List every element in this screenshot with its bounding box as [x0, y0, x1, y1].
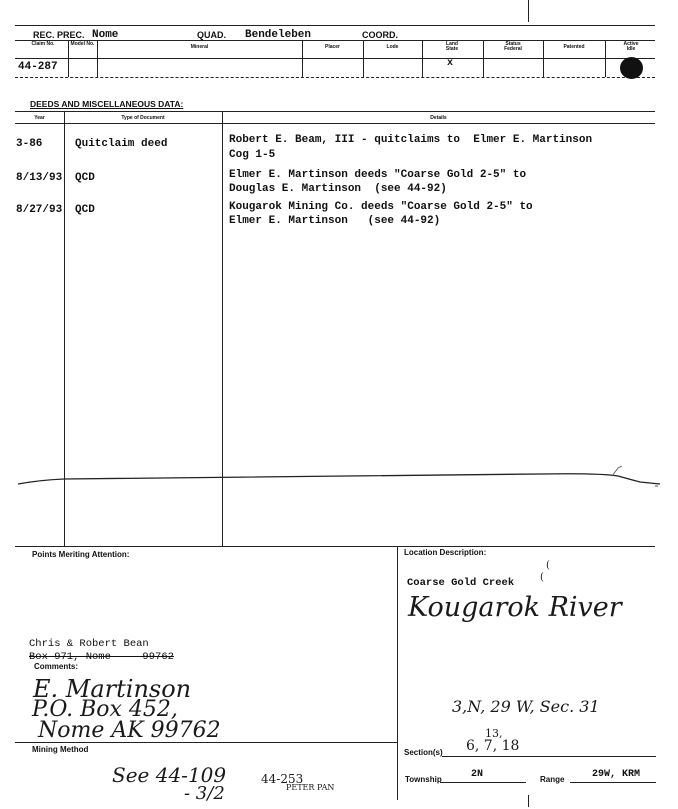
deed-type: QCD — [75, 172, 95, 184]
coord-label: COORD. — [362, 30, 398, 40]
mining-fraction-handwritten: - 3/2 — [184, 783, 225, 804]
deed-details-line: Elmer E. Martinson deeds "Coarse Gold 2-5" to — [229, 169, 527, 181]
range-label: Range — [540, 775, 565, 784]
deed-year: 3-86 — [16, 138, 43, 150]
col-header-claim-no: Claim No. — [31, 41, 55, 47]
col-header-year: Year — [34, 115, 45, 121]
location-label: Location Description: — [404, 548, 487, 557]
header-rule — [15, 25, 655, 26]
comment-handwritten-line: E. Martinson — [33, 675, 192, 703]
range-value: 29W, KRM — [592, 769, 641, 780]
paper-fold-line — [0, 462, 678, 502]
deed-details-line: Robert E. Beam, III - quitclaims to Elmer E. Martinson — [229, 134, 593, 146]
col-header-status-federal: Status Federal — [504, 41, 522, 52]
col-header-placer: Placer — [324, 44, 340, 50]
deed-type: Quitclaim deed — [75, 138, 168, 150]
claim-table-top-rule — [15, 40, 655, 41]
deed-details-line: Douglas E. Martinson (see 44-92) — [229, 183, 447, 195]
mining-method-rule — [15, 742, 397, 743]
township-label: Township — [405, 775, 442, 784]
mining-method-label: Mining Method — [32, 745, 89, 754]
township-underline — [440, 782, 526, 783]
mining-ref-handwritten: 44-253 — [261, 772, 304, 786]
location-place: Coarse Gold Creek — [407, 577, 515, 589]
col-divider — [483, 40, 484, 77]
owner-address-struck: Box 971, Nome 99762 — [29, 651, 174, 663]
sections-extra-handwritten: 13, — [485, 727, 503, 740]
comment-handwritten-line: P.O. Box 452, — [32, 697, 178, 722]
lower-col-divider — [397, 546, 398, 800]
location-coords-handwritten: 3,N, 29 W, Sec. 31 — [452, 697, 600, 716]
stray-mark: ( — [540, 572, 544, 583]
sections-handwritten: 6, 7, 18 — [466, 738, 520, 754]
claim-table-bottom-rule — [15, 77, 655, 78]
mining-see-handwritten: See 44-109 — [112, 763, 227, 787]
deed-details-line: Elmer E. Martinson (see 44-92) — [229, 215, 441, 227]
deeds-section-title: DEEDS AND MISCELLANEOUS DATA: — [30, 99, 184, 109]
deeds-top-rule — [15, 111, 655, 112]
owner-name: Chris & Robert Bean — [29, 638, 149, 650]
claim-table-header-rule — [15, 58, 655, 59]
deeds-header-rule — [15, 123, 655, 124]
lower-top-rule — [15, 546, 655, 547]
top-tick-mark — [528, 0, 529, 22]
col-divider — [422, 40, 423, 77]
sections-label: Section(s) — [404, 748, 443, 757]
land-state-mark: x — [447, 58, 454, 69]
comment-handwritten-line: Nome AK 99762 — [38, 718, 221, 743]
deed-year: 8/27/93 — [16, 204, 63, 216]
township-value: 2N — [471, 769, 484, 780]
bottom-tick-mark — [528, 795, 529, 807]
claim-no-value: 44-287 — [18, 61, 58, 73]
col-header-doc-type: Type of Document — [121, 115, 165, 121]
col-header-details: Details — [430, 115, 447, 121]
range-underline — [570, 782, 656, 783]
col-header-active-idle: Active Idle — [623, 41, 639, 52]
deed-type: QCD — [75, 204, 95, 216]
col-header-mineral: Mineral — [190, 44, 209, 50]
col-header-model-no: Model No. — [70, 41, 95, 47]
col-header-lode: Lode — [386, 44, 399, 50]
quad-value: Bendeleben — [245, 29, 312, 41]
rec-prec-label: REC. PREC. — [33, 30, 85, 40]
quad-label: QUAD. — [197, 30, 226, 40]
sections-underline — [442, 756, 656, 757]
stray-mark: ( — [546, 560, 550, 571]
points-label: Points Meriting Attention: — [32, 550, 130, 559]
rec-prec-value: Nome — [92, 29, 119, 41]
mining-name-handwritten: PETER PAN — [286, 783, 335, 792]
deed-details-line: Kougarok Mining Co. deeds "Coarse Gold 2-5" to — [229, 201, 533, 213]
deed-details-line: Cog 1-5 — [229, 149, 276, 161]
col-divider — [605, 40, 606, 77]
col-header-patented: Patented — [563, 44, 585, 50]
col-header-land-state: Land State — [445, 41, 459, 52]
deed-year: 8/13/93 — [16, 172, 63, 184]
location-river-handwritten: Kougarok River — [408, 592, 622, 623]
active-indicator-dot — [620, 57, 643, 79]
comments-label: Comments: — [34, 662, 79, 671]
